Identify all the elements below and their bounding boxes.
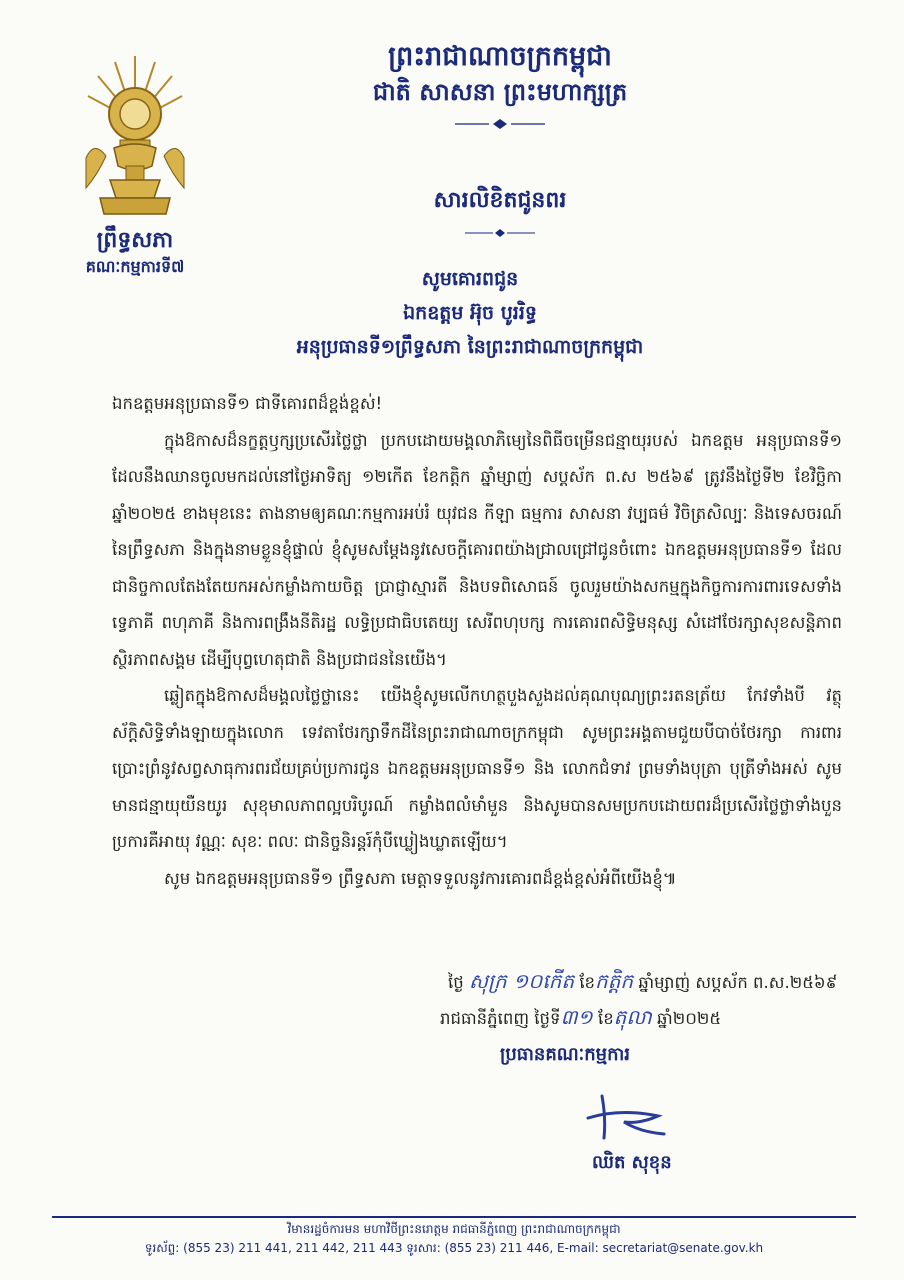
footer-divider [52,1216,856,1218]
year: ឆ្នាំ២០២៥ [657,1009,722,1028]
kingdom-name: ព្រះរាជាណាចក្រកម្ពុជា [388,41,612,72]
lunar-day-handwritten: សុក្រ ១០កើត [468,969,575,993]
solar-date [440,1004,721,1034]
month-label: ខែ [597,1009,614,1028]
national-motto: ជាតិ សាសនា ព្រះមហាក្សត្រ [372,78,628,106]
footer-address: វិមានរដ្ឋចំការមន មហាវិថីព្រះនរោត្តម រាជធានីភ្នំពេញ ព្រះរាជាណាចក្រកម្ពុជា [287,1222,621,1236]
lunar-date-prefix: ថ្ងៃ [448,973,464,992]
footer [52,1220,856,1258]
month-handwritten: តុលា [613,1005,652,1029]
paragraph-2: ឆ្លៀតក្នុងឱកាសដ៏មង្គលថ្លៃថ្លានេះ យើងខ្ញុំសូមលើកហត្ថបួងសួងដល់គុណបុណ្យព្រះរតនត្រ័យ កែវទាំងបី វត្ថុស័ក្តិសិទ្ធិទាំងឡាយក្នុងលោក ទេវតាថែរក្សាទឹកដីនៃព្រះរាជាណាចក្រកម្ពុជា សូមព្រះអង្គតាមជួយបីបាច់ថែរក្សា ការពារ ប្រោះព្រំនូវសព្វសាធុការពរជ័យគ្រប់ប្រការជូន ឯកឧត្តមអនុប្រធានទី១ និង លោកជំទាវ ព្រមទាំងបុត្រា បុត្រីទាំងអស់ សូមមានជន្មាយុយឺនយូរ សុខុមាលភាពល្អបរិបូរណ៍ កម្លាំងពលំមាំមួន និងសូមបានសមប្រកបដោយពរដ៏ប្រសើរថ្លៃថ្លាទាំងបួនប្រការគឺអាយុ វណ្ណៈ សុខៈ ពលៈ ជានិច្ចនិរន្តរ៍កុំបីឃ្លៀងឃ្លាតឡើយ។ [112,686,842,851]
document-title-block [250,186,750,238]
lunar-month-handwritten: កត្តិក [595,969,634,993]
senate-name: ព្រឹទ្ធសភា [96,228,174,253]
handwritten-signature [580,1088,670,1148]
signatory-role: ប្រធានគណៈកម្មការ [500,1044,630,1065]
senate-emblem-logo [80,48,190,220]
closing-line: សូម ឯកឧត្តមអនុប្រធានទី១ ព្រឹទ្ធសភា មេត្តាទទួលនូវការគោរពដ៏ខ្ពង់ខ្ពស់អំពីយើងខ្ញុំ៕ [164,868,677,888]
document-title: សារលិខិតជូនពរ [433,188,567,213]
lunar-date [448,968,837,998]
lunar-month-label: ខែ [579,973,596,992]
ornament-divider-icon [465,228,535,238]
salutation: ឯកឧត្តមអនុប្រធានទី១ ជាទីគោរពដ៏ខ្ពង់ខ្ពស់! [112,394,383,413]
ornament-divider-icon [455,118,545,130]
letterhead [250,40,750,130]
lunar-date-suffix: ឆ្នាំម្សាញ់ សប្តស័ក ព.ស.២៥៦៩ [638,973,838,992]
day-handwritten: ៣១ [560,1005,593,1029]
signatory-name: ឈិត សុខុន [592,1152,672,1173]
footer-contact: ទូរស័ព្ទ: (855 23) 211 441, 211 442, 211 443 ទូរសារ: (855 23) 211 446, E-mail: secretariat@senate.gov.kh [144,1241,764,1255]
letter-body [112,386,842,897]
commission-name: គណៈកម្មការទី៧ [85,257,185,276]
place-date-prefix: រាជធានីភ្នំពេញ ថ្ងៃទី [440,1009,561,1028]
paragraph-1: ក្នុងឱកាសដ៏នក្ខត្តឫក្សប្រសើរថ្លៃថ្លា ប្រកបដោយមង្គលាភិម្យេនៃពិធីចម្រើនជន្មាយុរបស់ ឯកឧត្តម អនុប្រធានទី១ ដែលនឹងឈានចូលមកដល់នៅថ្ងៃអាទិត្យ ១២កើត ខែកត្តិក ឆ្នាំម្សាញ់ សប្តស័ក ព.ស ២៥៦៩ ត្រូវនឹងថ្ងៃទី២ ខែវិច្ឆិកា ឆ្នាំ២០២៥ ខាងមុខនេះ តាងនាមឲ្យគណៈកម្មការអប់រំ យុវជន កីឡា ធម្មការ សាសនា វប្បធម៌ វិចិត្រសិល្បៈ និងទេសចរណ៍ នៃព្រឹទ្ធសភា និងក្នុងនាមខ្លួនខ្ញុំផ្ទាល់ ខ្ញុំសូមសម្តែងនូវសេចក្តីគោរពយ៉ាងជ្រាលជ្រៅជូនចំពោះ ឯកឧត្តមអនុប្រធានទី១ ដែលជានិច្ចកាលតែងតែយកអស់កម្លាំងកាយចិត្ត ប្រាជ្ញាស្មារតី និងបទពិសោធន៍ ចូលរួមយ៉ាងសកម្មក្នុងកិច្ចការការពារទេសទាំងទ្វេភាគី ពហុភាគី និងការពង្រឹងនីតិរដ្ឋ លទ្ធិប្រជាធិបតេយ្យ សេរីពហុបក្ស ការគោរពសិទ្ធិមនុស្ស សំដៅថែរក្សាសុខសន្តិភាព ស្ថិរភាពសង្គម ដើម្បីបុព្វហេតុជាតិ និងប្រជាជននៃយើង។ [112,430,842,669]
addressee-block [170,262,770,364]
addressee-line-2: ឯកឧត្តម អ៊ុច បូររិទ្ធ [403,302,537,324]
addressee-line-3: អនុប្រធានទី១ព្រឹទ្ធសភា នៃព្រះរាជាណាចក្រកម្ពុជា [296,336,644,358]
addressee-line-1: សូមគោរពជូន [421,268,519,290]
